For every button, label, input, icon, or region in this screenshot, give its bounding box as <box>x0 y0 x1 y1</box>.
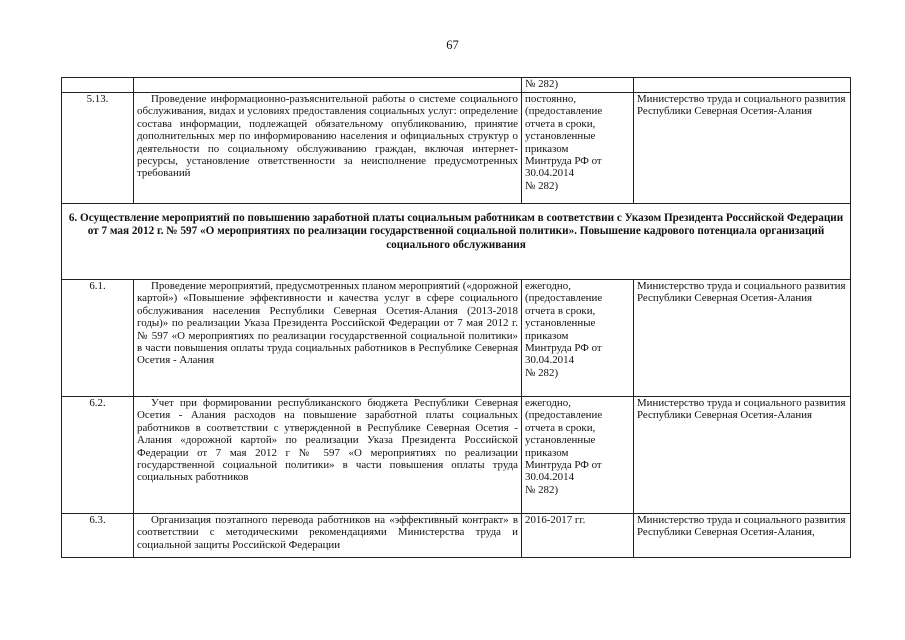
term-line: отчета в сроки, <box>525 304 596 317</box>
section-heading: 6. Осуществление мероприятий по повышению заработной платы социальным работникам в соответствии с Указом Президента Российской Федерации от 7 мая 2012 г. № 597 «О мероприятиях по реализации государственной социальной политики». Повышение кадрового потенциала организаций социального обслуживания <box>62 204 851 280</box>
term-line: отчета в сроки, <box>525 117 596 130</box>
responsible-cell: Министерство труда и социального развития Республики Северная Осетия-Алания, <box>634 514 851 558</box>
responsible-cell: Министерство труда и социального развития Республики Северная Осетия-Алания <box>634 280 851 397</box>
term-line: № 282) <box>525 366 559 379</box>
term-line: Минтруда РФ от <box>525 342 602 355</box>
responsible-cell <box>634 78 851 93</box>
term-line: отчета в сроки, <box>525 421 596 434</box>
row-number-cell <box>62 78 134 93</box>
term-cell <box>522 397 634 514</box>
term-line: (предоставление <box>525 105 603 118</box>
plan-table <box>61 77 851 558</box>
term-line: (предоставление <box>525 409 603 422</box>
term-line: приказом <box>525 142 569 155</box>
term-line: приказом <box>525 329 569 342</box>
term-line: ежегодно, <box>525 280 571 292</box>
activity-cell: Учет при формировании республиканского бюджета Республики Северная Осетия - Алания расходов на повышение заработной платы социальных работников в соответствии с утвержденной в Республике Северная Осетия - Алания «дорожной картой» по реализации Указа Президента Российской Федерации от 7 мая 2012 г № 597 «О мероприятиях по реализации государственной социальной политики» в части повышения оплаты труда социальных работников <box>134 397 522 514</box>
page-number: 67 <box>446 38 459 52</box>
table-row-6-2 <box>62 397 851 514</box>
table-row-6-3 <box>62 514 851 558</box>
term-cell <box>522 78 634 93</box>
table-row-continuation <box>62 78 851 93</box>
responsible-cell: Министерство труда и социального развития Республики Северная Осетия-Алания <box>634 93 851 204</box>
row-number-cell: 6.2. <box>62 397 134 514</box>
term-line: установленные <box>525 130 596 143</box>
activity-cell: Организация поэтапного перевода работников на «эффективный контракт» в соответствии с методическими рекомендациями Министерства труда и социальной защиты Российской Федерации <box>134 514 522 558</box>
term-line: № 282) <box>525 483 559 496</box>
term-line: № 282) <box>525 179 559 192</box>
term-line: 30.04.2014 <box>525 471 575 484</box>
term-line: приказом <box>525 446 569 459</box>
table-row-6-1 <box>62 280 851 397</box>
term-cell <box>522 280 634 397</box>
activity-cell: Проведение информационно-разъяснительной работы о системе социального обслуживания, видах и условиях предоставления социальных услуг: определение состава информации, подлежащей обязательному опубликованию, принятие дополнительных мер по информированию населения и официальных структур о деятельности по социальному обслуживанию граждан, включая интернет-ресурсы, установление ответственности за неисполнение предусмотренных требований <box>134 93 522 204</box>
row-number-cell: 6.3. <box>62 514 134 558</box>
activity-cell: Проведение мероприятий, предусмотренных планом мероприятий («дорожной картой») «Повышение эффективности и качества услуг в сфере социального обслуживания населения Республики Северная Осетия-Алания (2013-2018 годы)» по реализации Указа Президента Российской Федерации от 7 мая 2012 г. № 597 «О мероприятиях по реализации государственной социальной политики» в части повышения оплаты труда социальных работников в Республике Северная Осетия - Алания <box>134 280 522 397</box>
term-line: Минтруда РФ от <box>525 155 602 168</box>
term-line: установленные <box>525 434 596 447</box>
term-line: ежегодно, <box>525 397 571 409</box>
term-cell <box>522 93 634 204</box>
term-line: установленные <box>525 317 596 330</box>
term-line: 30.04.2014 <box>525 167 575 180</box>
activity-cell <box>134 78 522 93</box>
term-cell <box>522 514 634 558</box>
term-line: 30.04.2014 <box>525 354 575 367</box>
term-line: 2016-2017 гг. <box>525 514 586 526</box>
table-row-5-13 <box>62 93 851 204</box>
responsible-cell: Министерство труда и социального развития Республики Северная Осетия-Алания <box>634 397 851 514</box>
term-line: постоянно, <box>525 93 577 105</box>
row-number-cell: 6.1. <box>62 280 134 397</box>
term-line: Минтруда РФ от <box>525 459 602 472</box>
term-line: № 282) <box>525 78 559 90</box>
term-line: (предоставление <box>525 292 603 305</box>
section-heading-row <box>62 204 851 280</box>
row-number-cell: 5.13. <box>62 93 134 204</box>
